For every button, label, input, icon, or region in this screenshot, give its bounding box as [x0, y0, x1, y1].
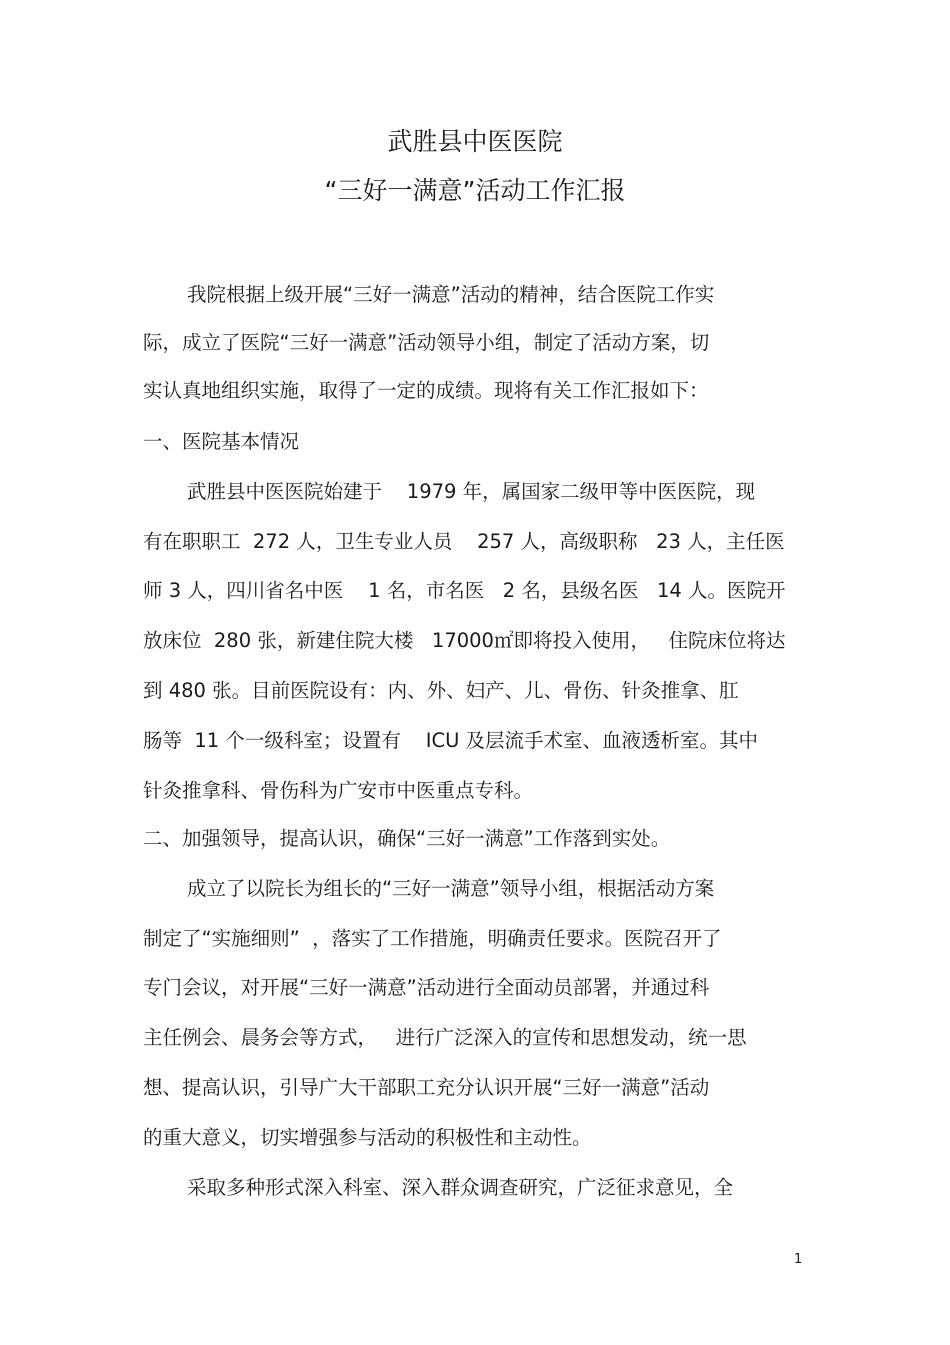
- paragraph-line: 实认真地组织实施，取得了一定的成绩。现将有关工作汇报如下：: [143, 379, 709, 402]
- section-heading: 二、加强领导，提高认识，确保“三好一满意”工作落到实处。: [143, 827, 671, 850]
- paragraph-line: 制定了“实施细则” ，落实了工作措施，明确责任要求。医院召开了: [143, 927, 722, 950]
- paragraph-line: 针灸推拿科、骨伤科为广安市中医重点专科。: [143, 779, 534, 802]
- paragraph-line: 武胜县中医医院始建于 1979 年，属国家二级甲等中医医院，现: [187, 480, 756, 503]
- paragraph-line: 到 480 张。目前医院设有：内、外、妇产、儿、骨伤、针灸推拿、肛: [143, 679, 739, 702]
- paragraph-line: 有在职职工 272 人，卫生专业人员 257 人，高级职称 23 人，主任医: [143, 530, 785, 553]
- paragraph-line: 采取多种形式深入科室、深入群众调查研究，广泛征求意见，全: [187, 1176, 734, 1199]
- paragraph-line: 际，成立了医院“三好一满意”活动领导小组，制定了活动方案，切: [143, 331, 710, 354]
- document-title: 武胜县中医医院: [387, 127, 563, 156]
- paragraph-line: 的重大意义，切实增强参与活动的积极性和主动性。: [143, 1126, 592, 1149]
- paragraph-line: 我院根据上级开展“三好一满意”活动的精神，结合医院工作实: [187, 283, 715, 306]
- paragraph-line: 主任例会、晨务会等方式， 进行广泛深入的宣传和思想发动，统一思: [143, 1026, 747, 1049]
- paragraph-line: 师 3 人，四川省名中医 1 名，市名医 2 名，县级名医 14 人。医院开: [143, 579, 786, 602]
- paragraph-line: 专门会议，对开展“三好一满意”活动进行全面动员部署，并通过科: [143, 976, 710, 999]
- section-heading: 一、医院基本情况: [143, 430, 300, 453]
- paragraph-line: 肠等 11 个一级科室；设置有 ICU 及层流手术室、血液透析室。其中: [143, 729, 759, 752]
- document-subtitle: “三好一满意”活动工作汇报: [324, 176, 626, 205]
- paragraph-line: 想、提高认识，引导广大干部职工充分认识开展“三好一满意”活动: [143, 1076, 710, 1099]
- page-number: 1: [794, 1252, 803, 1267]
- paragraph-line: 放床位 280 张，新建住院大楼 17000㎡即将投入使用， 住院床位将达: [143, 629, 786, 652]
- paragraph-line: 成立了以院长为组长的“三好一满意”领导小组，根据活动方案: [187, 877, 715, 900]
